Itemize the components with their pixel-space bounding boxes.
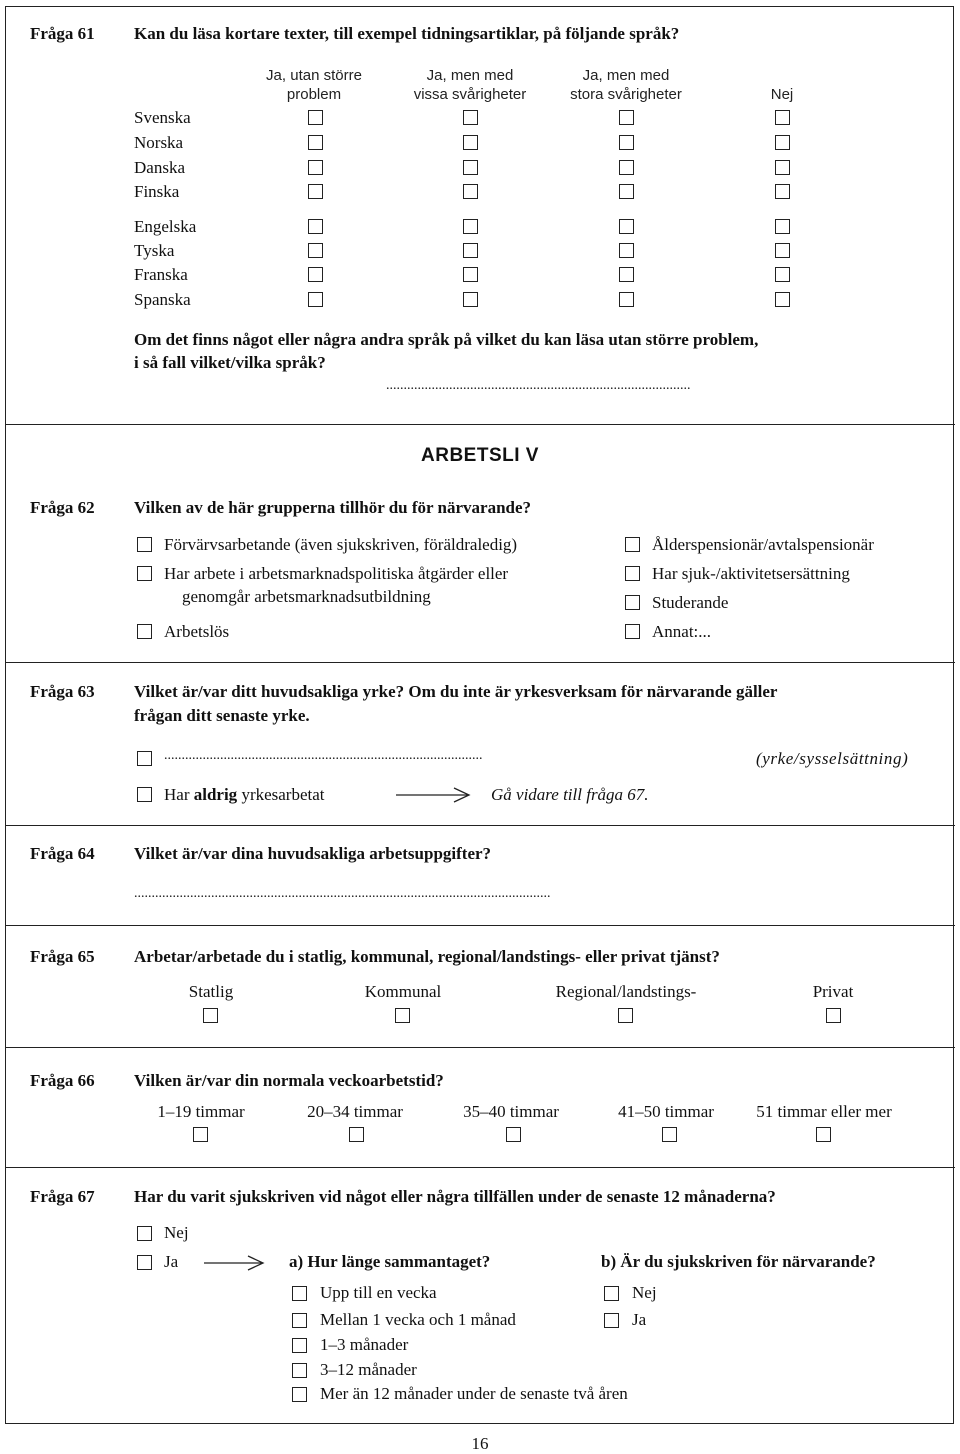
option-label: Förvärvsarbetande (även sjukskriven, föräldraledig) (164, 535, 518, 554)
checkbox[interactable] (816, 1127, 831, 1142)
checkbox[interactable] (137, 537, 152, 552)
option-label: Nej (632, 1283, 657, 1302)
question-number: Fråga 62 (30, 498, 95, 517)
checkbox[interactable] (193, 1127, 208, 1142)
option-label: 35–40 timmar (463, 1102, 559, 1121)
option-label: Privat (812, 982, 854, 1001)
checkbox[interactable] (775, 184, 790, 199)
checkbox[interactable] (826, 1008, 841, 1023)
question-text: Kan du läsa kortare texter, till exempel tidningsartiklar, på följande språk? (134, 24, 680, 43)
checkbox[interactable] (137, 566, 152, 581)
option-label: Ja (164, 1252, 179, 1271)
checkbox[interactable] (625, 566, 640, 581)
option-label: Statlig (188, 982, 234, 1001)
checkbox[interactable] (619, 135, 634, 150)
option-label: Har sjuk-/aktivitetsersättning (652, 564, 850, 583)
sub-question: b) Är du sjukskriven för närvarande? (601, 1252, 876, 1271)
checkbox[interactable] (506, 1127, 521, 1142)
checkbox[interactable] (775, 292, 790, 307)
question-number: Fråga 61 (30, 24, 95, 43)
skip-instruction: Gå vidare till fråga 67. (491, 785, 649, 804)
checkbox[interactable] (292, 1286, 307, 1301)
checkbox[interactable] (137, 751, 152, 766)
language-label: Tyska (134, 241, 175, 260)
option-label: 1–3 månader (320, 1335, 409, 1354)
checkbox[interactable] (308, 160, 323, 175)
checkbox[interactable] (292, 1338, 307, 1353)
checkbox[interactable] (137, 1226, 152, 1241)
checkbox[interactable] (775, 243, 790, 258)
checkbox[interactable] (775, 110, 790, 125)
language-label: Franska (134, 265, 188, 284)
checkbox[interactable] (604, 1313, 619, 1328)
question-text: Vilket är/var ditt huvudsakliga yrke? Om du inte är yrkesverksam för närvarande gäller (134, 682, 778, 701)
option-label: Mellan 1 vecka och 1 månad (320, 1310, 516, 1329)
divider (5, 925, 955, 926)
question-number: Fråga 67 (30, 1187, 95, 1206)
checkbox[interactable] (619, 243, 634, 258)
checkbox[interactable] (604, 1286, 619, 1301)
question-text: Vilken är/var din normala veckoarbetstid? (134, 1071, 444, 1090)
question-text: Arbetar/arbetade du i statlig, kommunal, regional/landstings- eller privat tjänst? (134, 947, 720, 966)
checkbox[interactable] (203, 1008, 218, 1023)
checkbox[interactable] (775, 267, 790, 282)
divider (5, 1047, 955, 1048)
option-label: 3–12 månader (320, 1360, 417, 1379)
checkbox[interactable] (625, 595, 640, 610)
checkbox[interactable] (662, 1127, 677, 1142)
option-label: Studerande (652, 593, 729, 612)
question-text: frågan ditt senaste yrke. (134, 706, 310, 725)
option-label: Har arbete i arbetsmarknadspolitiska åtgärder eller (164, 564, 509, 583)
checkbox[interactable] (463, 267, 478, 282)
sub-question: a) Hur länge sammantaget? (289, 1252, 491, 1271)
option-label: Regional/landstings- (555, 982, 697, 1001)
checkbox[interactable] (463, 160, 478, 175)
checkbox[interactable] (463, 135, 478, 150)
followup-question: i så fall vilket/vilka språk? (134, 353, 326, 372)
checkbox[interactable] (619, 267, 634, 282)
option-label: Nej (164, 1223, 189, 1242)
arrow-right-icon (396, 786, 472, 804)
checkbox[interactable] (463, 110, 478, 125)
checkbox[interactable] (618, 1008, 633, 1023)
checkbox[interactable] (625, 624, 640, 639)
answer-line[interactable]: ....................................................................................................................... (134, 886, 551, 901)
option-label: Upp till en vecka (320, 1283, 437, 1302)
option-label: Mer än 12 månader under de senaste två åren (320, 1384, 628, 1403)
checkbox[interactable] (308, 135, 323, 150)
checkbox[interactable] (137, 1255, 152, 1270)
column-header: Ja, men med stora svårigheter (570, 67, 682, 103)
language-label: Spanska (134, 290, 191, 309)
answer-line[interactable]: ....................................................................................... (386, 378, 691, 393)
checkbox[interactable] (619, 160, 634, 175)
checkbox[interactable] (395, 1008, 410, 1023)
checkbox[interactable] (463, 243, 478, 258)
checkbox[interactable] (292, 1363, 307, 1378)
column-header: Ja, utan större problem (266, 67, 362, 103)
checkbox[interactable] (775, 219, 790, 234)
checkbox[interactable] (619, 110, 634, 125)
checkbox[interactable] (137, 787, 152, 802)
option-label: 1–19 timmar (157, 1102, 245, 1121)
checkbox[interactable] (349, 1127, 364, 1142)
divider (5, 1167, 955, 1168)
checkbox[interactable] (463, 219, 478, 234)
option-label: 41–50 timmar (618, 1102, 714, 1121)
checkbox[interactable] (308, 292, 323, 307)
checkbox[interactable] (292, 1387, 307, 1402)
column-header: Ja, men med vissa svårigheter (413, 67, 527, 103)
answer-hint: (yrke/sysselsättning) (756, 749, 909, 768)
checkbox[interactable] (775, 135, 790, 150)
language-label: Danska (134, 158, 185, 177)
checkbox[interactable] (625, 537, 640, 552)
question-number: Fråga 64 (30, 844, 95, 863)
checkbox[interactable] (137, 624, 152, 639)
question-text: Vilken av de här grupperna tillhör du för närvarande? (134, 498, 532, 517)
checkbox[interactable] (308, 110, 323, 125)
checkbox[interactable] (619, 292, 634, 307)
checkbox[interactable] (619, 184, 634, 199)
arrow-right-icon (204, 1254, 266, 1272)
divider (5, 662, 955, 663)
followup-question: Om det finns något eller några andra språk på vilket du kan läsa utan större problem, (134, 330, 759, 349)
checkbox[interactable] (308, 219, 323, 234)
checkbox[interactable] (292, 1313, 307, 1328)
question-number: Fråga 63 (30, 682, 95, 701)
question-number: Fråga 66 (30, 1071, 95, 1090)
question-text: Vilket är/var dina huvudsakliga arbetsuppgifter? (134, 844, 492, 863)
checkbox[interactable] (308, 184, 323, 199)
question-text: Har du varit sjukskriven vid något eller några tillfällen under de senaste 12 månaderna? (134, 1187, 776, 1206)
section-title: ARBETSLI V (421, 445, 539, 466)
language-label: Svenska (134, 108, 191, 127)
question-number: Fråga 65 (30, 947, 95, 966)
checkbox[interactable] (619, 219, 634, 234)
option-label: Arbetslös (164, 622, 230, 641)
checkbox[interactable] (463, 292, 478, 307)
option-label: genomgår arbetsmarknadsutbildning (182, 587, 431, 606)
option-label: Har aldrig yrkesarbetat (164, 785, 325, 804)
option-label[interactable]: Annat:... (652, 622, 712, 641)
checkbox[interactable] (775, 160, 790, 175)
checkbox[interactable] (463, 184, 478, 199)
language-label: Norska (134, 133, 184, 152)
language-label: Finska (134, 182, 180, 201)
column-header: Nej (770, 86, 794, 103)
answer-line[interactable]: ........................................................................................... (164, 748, 483, 763)
page-number: 16 (471, 1434, 489, 1453)
divider (5, 825, 955, 826)
option-label: Kommunal (364, 982, 442, 1001)
divider (5, 424, 955, 425)
checkbox[interactable] (308, 243, 323, 258)
option-label: 20–34 timmar (307, 1102, 403, 1121)
checkbox[interactable] (308, 267, 323, 282)
language-label: Engelska (134, 217, 197, 236)
option-label: Ja (632, 1310, 647, 1329)
option-label: Ålderspensionär/avtalspensionär (652, 535, 874, 554)
option-label: 51 timmar eller mer (756, 1102, 892, 1121)
